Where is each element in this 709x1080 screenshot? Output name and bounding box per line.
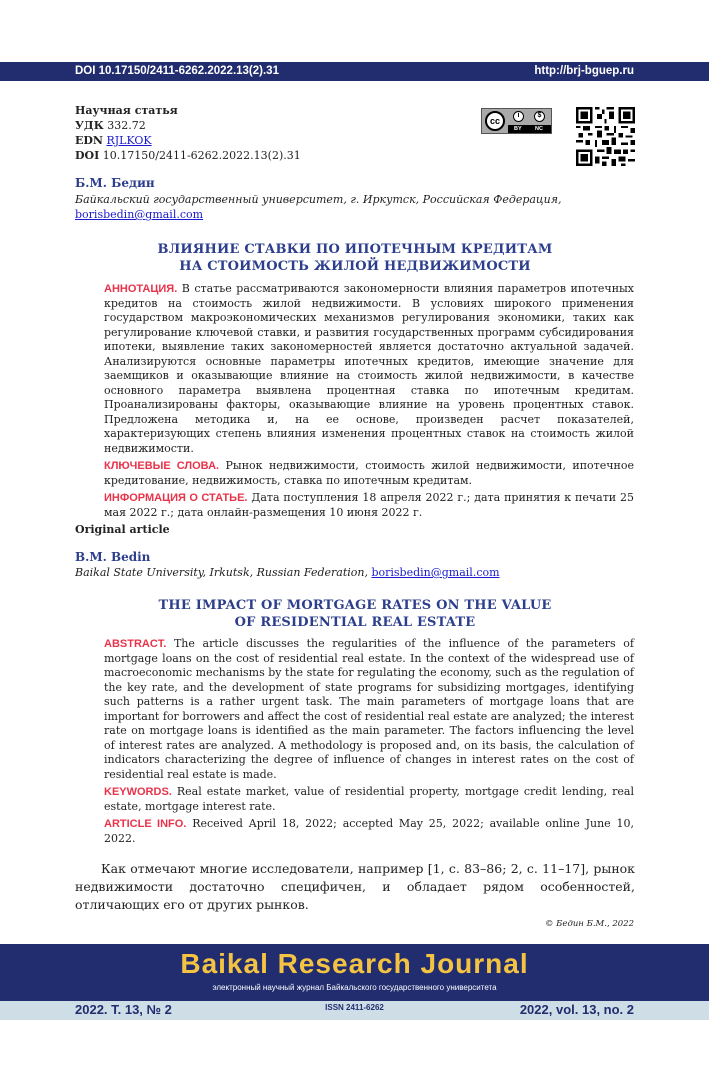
keywords-en-label: KEYWORDS. bbox=[104, 786, 172, 798]
keywords-ru bbox=[104, 459, 634, 488]
article-type-en: Original article bbox=[75, 523, 170, 536]
abstract-ru-text: В статье рассматриваются закономерности влияния параметров ипотечных кредитов на стоимость жилой недвижимости. В условиях широкого применения государством макроэкономических механизмов регулирования экономики, таких как регулирование ключевой ставки, и развития государственных программ субсидирования ипотеки, выявление таких закономерностей является достаточно актуальной задачей. Анализируются основные параметры ипотечных кредитов, имеющие значение для заемщиков и оказывающие влияние на стоимость жилой недвижимости, в качестве основного параметра выявлена процентная ставка по ипотечным кредитам. Проанализированы факторы, оказывающие влияние на уровень процентных ставок. Предложена методика и, на ее основе, произведен расчет показателей, характеризующих степень влияния изменения процентных ставок на стоимость жилой недвижимости. bbox=[104, 282, 634, 455]
abstract-en bbox=[104, 637, 634, 782]
affiliation-en bbox=[75, 565, 500, 580]
nc-dollar-icon: $ bbox=[534, 111, 545, 122]
title-ru-line2: НА СТОИМОСТЬ ЖИЛОЙ НЕДВИЖИМОСТИ bbox=[179, 259, 531, 274]
journal-title: Baikal Research Journal bbox=[180, 948, 529, 979]
header-doi: DOI 10.17150/2411-6262.2022.13(2).31 bbox=[75, 65, 279, 77]
by-label: BY bbox=[514, 126, 522, 132]
edn-label: EDN bbox=[75, 134, 103, 147]
cc-logo: cc bbox=[485, 111, 505, 131]
cc-by-nc-icon bbox=[481, 108, 552, 134]
keywords-en-text: Real estate market, value of residential property, mortgage credit lending, real estate, mortgage interest rate. bbox=[104, 785, 635, 813]
info-ru bbox=[104, 491, 634, 520]
udk-value: 332.72 bbox=[107, 119, 146, 132]
affiliation-en-text: Baikal State University, Irkutsk, Russian Federation, bbox=[75, 566, 368, 579]
author-ru: Б.М. Бедин bbox=[75, 176, 155, 190]
keywords-ru-label: КЛЮЧЕВЫЕ СЛОВА. bbox=[104, 460, 220, 472]
body-paragraph: Как отмечают многие исследователи, например [1, с. 83–86; 2, с. 11–17], рынок недвижимости достаточно специфичен, и обладает рядом особенностей, отличающих его от других рынков. bbox=[75, 861, 635, 912]
email-link-en[interactable]: borisbedin@gmail.com bbox=[371, 566, 500, 579]
issue-ru: 2022. Т. 13, № 2 bbox=[75, 1002, 172, 1017]
abstract-ru bbox=[104, 282, 634, 456]
info-ru-label: ИНФОРМАЦИЯ О СТАТЬЕ. bbox=[104, 492, 248, 504]
email-link-ru[interactable]: borisbedin@gmail.com bbox=[75, 208, 204, 221]
title-ru-line1: ВЛИЯНИЕ СТАВКИ ПО ИПОТЕЧНЫМ КРЕДИТАМ bbox=[157, 242, 553, 257]
issue-bar bbox=[0, 1001, 709, 1020]
issn: ISSN 2411-6262 bbox=[325, 1003, 384, 1012]
doi-value: 10.17150/2411-6262.2022.13(2).31 bbox=[102, 149, 301, 162]
abstract-ru-block bbox=[104, 282, 634, 523]
edn-link[interactable]: RJLKOK bbox=[106, 134, 152, 147]
journal-subtitle: электронный научный журнал Байкальского государственного университета bbox=[212, 983, 497, 992]
article-meta bbox=[75, 103, 301, 163]
abstract-en-label: ABSTRACT. bbox=[104, 638, 167, 650]
header-url[interactable]: http://brj-bguep.ru bbox=[534, 65, 634, 77]
title-en bbox=[75, 597, 635, 631]
info-ru-text: Дата поступления 18 апреля 2022 г.; дата принятия к печати 25 мая 2022 г.; дата онлайн-размещения 10 июня 2022 г. bbox=[104, 491, 634, 519]
author-en: B.M. Bedin bbox=[75, 550, 151, 564]
by-person-icon: i bbox=[513, 111, 524, 122]
nc-label: NC bbox=[535, 126, 543, 132]
affiliation-ru-text: Байкальский государственный университет, г. Иркутск, Российская Федерация, bbox=[75, 193, 562, 206]
affiliation-ru bbox=[75, 192, 561, 222]
abstract-en-text: The article discusses the regularities of the influence of the parameters of mortgage loans on the cost of residential real estate. In the context of the widespread use of macroeconomic mechanisms by the state for regulating the economy, such as the regulation of the key rate, and the development of state programs for subsidizing mortgages, identifying such patterns is a rather urgent task. The main parameters of mortgage loans that are important for borrowers and affect the cost of residential real estate are analyzed; the interest rate on mortgage loans is identified as the main parameter. The factors influencing the level of interest rates are analyzed. A methodology is proposed and, on its basis, the calculation of indicators characterizing the degree of influence of changes in interest rates on the cost of residential real estate is made. bbox=[104, 637, 634, 781]
info-en bbox=[104, 817, 634, 846]
title-ru bbox=[75, 241, 635, 275]
info-en-text: Received April 18, 2022; accepted May 25, 2022; available online June 10, 2022. bbox=[104, 817, 634, 845]
abstract-ru-label: АННОТАЦИЯ. bbox=[104, 283, 178, 295]
keywords-en bbox=[104, 785, 634, 814]
copyright: © Бедин Б.М., 2022 bbox=[544, 919, 634, 929]
info-en-label: ARTICLE INFO. bbox=[104, 818, 187, 830]
issue-en: 2022, vol. 13, no. 2 bbox=[519, 1002, 634, 1017]
keywords-ru-text: Рынок недвижимости, стоимость жилой недвижимости, ипотечное кредитование, недвижимость, ставка по ипотечным кредитам. bbox=[104, 459, 634, 487]
journal-footer bbox=[0, 944, 709, 1001]
abstract-en-block bbox=[104, 637, 634, 849]
udk-label: УДК bbox=[75, 119, 104, 132]
title-en-line1: THE IMPACT OF MORTGAGE RATES ON THE VALUE bbox=[158, 598, 552, 613]
title-en-line2: OF RESIDENTIAL REAL ESTATE bbox=[234, 615, 476, 630]
qr-code-icon bbox=[576, 107, 635, 166]
header-bar bbox=[0, 62, 709, 81]
doi-label: DOI bbox=[75, 149, 100, 162]
article-type: Научная статья bbox=[75, 104, 178, 117]
